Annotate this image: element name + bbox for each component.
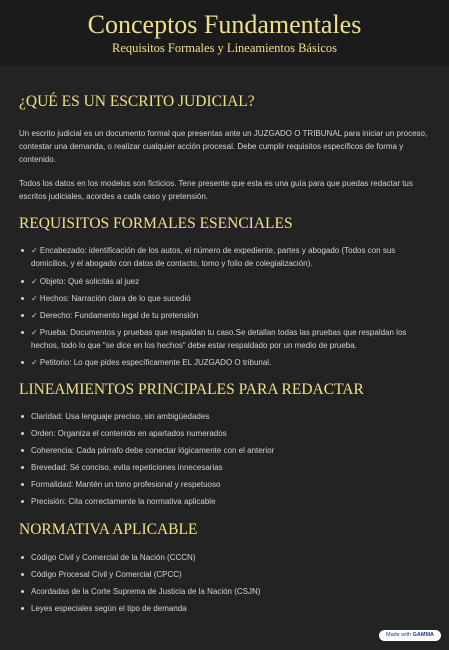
list-item: Precisión: Cita correctamente la normativa aplicable [19, 495, 433, 508]
list-item: Leyes especiales según el tipo de demanda [19, 602, 433, 615]
list-item: ✓ Prueba: Documentos y pruebas que respaldan tu caso.Se detallan todas las pruebas que respaldan los hechos, todo lo que "se dice en los hechos" debe estar respaldado por un medio de prueba. [19, 326, 433, 352]
section-title-requisitos: REQUISITOS FORMALES ESENCIALES [19, 215, 293, 232]
list-item: Brevedad: Sé conciso, evita repeticiones innecesarias [19, 461, 433, 474]
page-subtitle: Requisitos Formales y Lineamientos Básicos [112, 41, 337, 55]
list-item: ✓ Objeto: Qué solicitás al juez [19, 275, 433, 288]
list-item: Claridad: Usa lenguaje preciso, sin ambigüedades [19, 410, 433, 423]
badge-prefix: Made with [386, 632, 412, 638]
content-area [0, 66, 449, 650]
requisitos-list [19, 244, 433, 369]
section-title-que-es: ¿QUÉ ES UN ESCRITO JUDICIAL? [19, 93, 255, 110]
section-paragraph: Un escrito judicial es un documento formal que presentas ante un JUZGADO O TRIBUNAL para iniciar un proceso, contestar una demanda, o realizar cualquier acción procesal. Debe cumplir requisitos específicos de forma y contenido. [19, 129, 428, 164]
page-header [0, 0, 449, 66]
page-title: Conceptos Fundamentales [87, 10, 362, 39]
section-title-normativa: NORMATIVA APLICABLE [19, 521, 198, 538]
gamma-logo-text: GAMMA [412, 632, 434, 638]
made-with-gamma-badge[interactable] [379, 630, 441, 641]
list-item: Orden: Organiza el contenido en apartados numerados [19, 427, 433, 440]
section-paragraph: Todos los datos en los modelos son ficticios. Tene presente que esta es una guía para que puedas redactar tus escritos judiciales, acordes a cada caso y pretensión. [19, 179, 413, 201]
list-item: Código Procesal Civil y Comercial (CPCC) [19, 568, 433, 581]
lineamientos-list [19, 410, 433, 508]
section-title-lineamientos: LINEAMIENTOS PRINCIPALES PARA REDACTAR [19, 381, 364, 398]
list-item: ✓ Encabezado: identificación de los autos, el número de expediente, partes y abogado (Todos con sus domicilios, y el abogado con datos de contacto, tomo y folio de colegialización). [19, 244, 433, 270]
list-item: Formalidad: Mantén un tono profesional y respetuoso [19, 478, 433, 491]
list-item: Acordadas de la Corte Suprema de Justicia de la Nación (CSJN) [19, 585, 433, 598]
normativa-list [19, 551, 433, 615]
list-item: Código Civil y Comercial de la Nación (CCCN) [19, 551, 433, 564]
list-item: ✓ Petitorio: Lo que pides específicamente EL JUZGADO O tribunal. [19, 356, 433, 369]
list-item: Coherencia: Cada párrafo debe conectar lógicamente con el anterior [19, 444, 433, 457]
list-item: ✓ Derecho: Fundamento legal de tu pretensión [19, 309, 433, 322]
list-item: ✓ Hechos: Narración clara de lo que sucedió [19, 292, 433, 305]
